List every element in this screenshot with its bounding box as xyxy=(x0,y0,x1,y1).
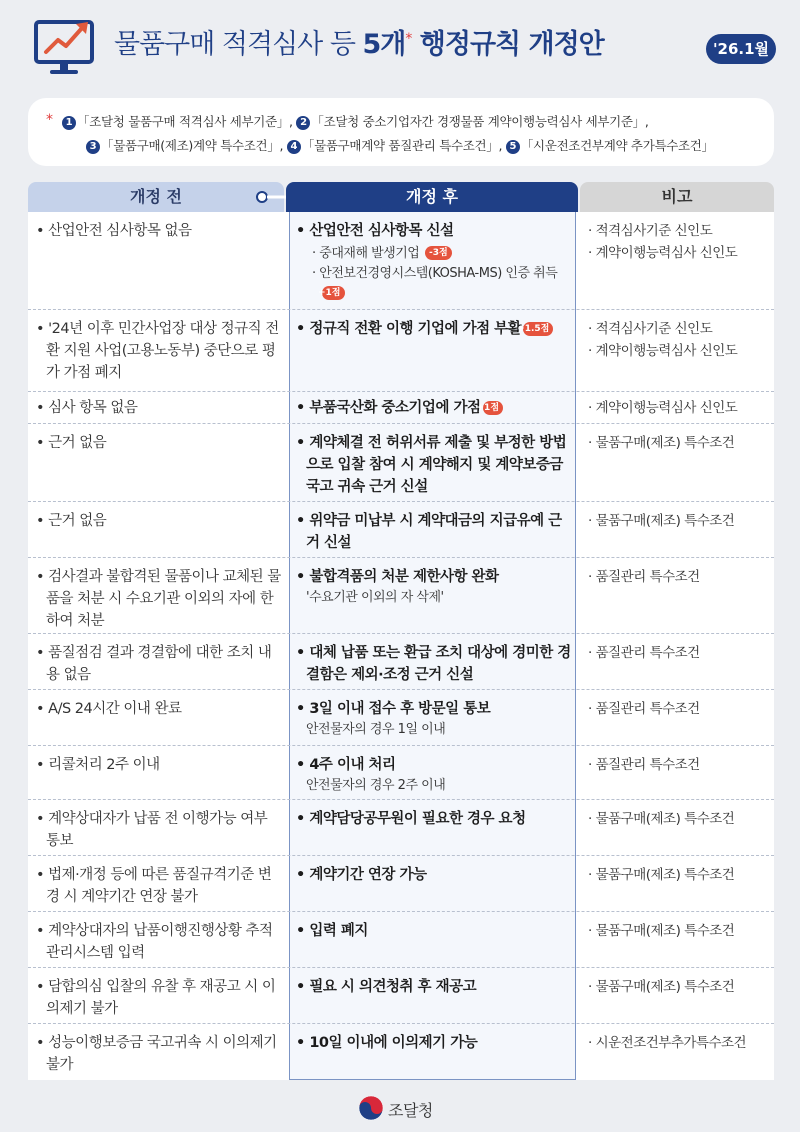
before-cell: • 법제·개정 등에 따른 품질규격기준 변경 시 계약기간 연장 불가 xyxy=(36,867,272,905)
table-row xyxy=(28,746,774,800)
after-cell: • 3일 이내 접수 후 방문일 통보 안전물자의 경우 1일 이내 xyxy=(296,701,491,737)
note-line-1: 1 「조달청 물품구매 적격심사 세부기준」, 2 「조달청 중소기업자간 경쟁물품 계약이행능력심사 세부기준」, xyxy=(62,112,649,130)
header-after: 개정 후 xyxy=(286,182,578,212)
before-cell: • '24년 이후 민간사업장 대상 정규직 전환 지원 사업(고용노동부) 중단으로 평가 가점 폐지 xyxy=(36,321,279,381)
after-cell: • 불합격품의 처분 제한사항 완화 '수요기관 이외의 자 삭제' xyxy=(296,569,499,605)
table-row xyxy=(28,634,774,690)
before-cell: • 리콜처리 2주 이내 xyxy=(36,757,160,773)
before-cell: • 성능이행보증금 국고귀속 시 이의제기 불가 xyxy=(36,1035,277,1073)
note-cell: · 적격심사기준 신인도 · 계약이행능력심사 신인도 xyxy=(588,321,738,359)
note-cell: · 품질관리 특수조건 xyxy=(588,569,700,585)
after-cell: • 위약금 미납부 시 계약대금의 지급유예 근거 신설 xyxy=(296,513,562,551)
before-cell: • 담합의심 입찰의 유찰 후 재공고 시 이의제기 불가 xyxy=(36,979,276,1017)
header xyxy=(0,0,800,90)
after-cell: • 필요 시 의견청취 후 재공고 xyxy=(296,979,477,995)
note-cell: · 시운전조건부추가특수조건 xyxy=(588,1035,747,1051)
score-badge: +1점 xyxy=(322,286,345,300)
note-cell: · 물품구매(제조) 특수조건 xyxy=(588,867,735,883)
after-cell: • 정규직 전환 이행 기업에 가점 부활+1.5점 xyxy=(296,318,574,340)
after-cell: • 부품국산화 중소기업에 가점+1점 xyxy=(296,397,574,419)
regulation-list xyxy=(28,98,774,166)
before-cell: • 근거 없음 xyxy=(36,435,107,451)
note-cell: · 품질관리 특수조건 xyxy=(588,645,700,661)
note-cell: · 적격심사기준 신인도 · 계약이행능력심사 신인도 xyxy=(588,223,738,261)
note-line-2: 3 「물품구매(제조)계약 특수조건」, 4 「물품구매계약 품질관리 특수조건」, 5 「시운전조건부계약 추가특수조건」 xyxy=(86,136,714,154)
monitor-chart-icon xyxy=(30,14,104,78)
after-cell: • 대체 납품 또는 환급 조치 대상에 경미한 경결함은 제외·조정 근거 신설 xyxy=(296,645,571,683)
score-badge: +1점 xyxy=(483,401,504,415)
note-cell: · 품질관리 특수조건 xyxy=(588,701,700,717)
agency-name: 조달청 xyxy=(388,1101,433,1120)
before-cell: • 계약상대자의 납품이행진행상황 추적관리시스템 입력 xyxy=(36,923,273,961)
table-row xyxy=(28,212,774,310)
before-cell: • 계약상대자가 납품 전 이행가능 여부 통보 xyxy=(36,811,268,849)
before-cell: • 검사결과 불합격된 물품이나 교체된 물품을 처분 시 수요기관 이외의 자에 한하여 처분 xyxy=(36,569,281,629)
after-cell: • 계약담당공무원이 필요한 경우 요청 xyxy=(296,811,526,827)
score-badge: -3점 xyxy=(425,246,452,260)
page-title: 물품구매 적격심사 등 5개* 행정규칙 개정안 xyxy=(114,29,604,60)
header-before: 개정 전 xyxy=(28,182,284,212)
after-cell: • 계약기간 연장 가능 xyxy=(296,867,427,883)
table-row xyxy=(28,1024,774,1080)
after-cell: • 4주 이내 처리 안전물자의 경우 2주 이내 xyxy=(296,757,446,793)
table-row xyxy=(28,690,774,746)
after-cell: • 입력 폐지 xyxy=(296,923,368,939)
taegeuk-logo-icon xyxy=(358,1095,384,1121)
before-cell: • A/S 24시간 이내 완료 xyxy=(36,701,182,717)
table-row xyxy=(28,800,774,856)
before-cell: • 심사 항목 없음 xyxy=(36,400,138,416)
before-cell: • 근거 없음 xyxy=(36,513,107,529)
table-row xyxy=(28,310,774,392)
footer xyxy=(352,1092,472,1122)
before-cell: • 산업안전 심사항목 없음 xyxy=(36,223,192,239)
table-row xyxy=(28,912,774,968)
table-row xyxy=(28,968,774,1024)
note-star: * xyxy=(46,112,53,128)
note-cell: · 계약이행능력심사 신인도 xyxy=(588,400,738,416)
date-badge: '26.1월 xyxy=(706,34,776,64)
after-cell: • 10일 이내에 이의제기 가능 xyxy=(296,1035,478,1051)
score-badge: +1.5점 xyxy=(523,322,553,336)
table-row xyxy=(28,392,774,424)
note-cell: · 물품구매(제조) 특수조건 xyxy=(588,435,735,451)
comparison-table xyxy=(28,182,774,1080)
table-row xyxy=(28,502,774,558)
note-cell: · 물품구매(제조) 특수조건 xyxy=(588,811,735,827)
table-row xyxy=(28,558,774,634)
note-cell: · 물품구매(제조) 특수조건 xyxy=(588,513,735,529)
before-cell: • 품질점검 결과 경결함에 대한 조치 내용 없음 xyxy=(36,645,272,683)
note-cell: · 품질관리 특수조건 xyxy=(588,757,700,773)
after-cell: • 산업안전 심사항목 신설 · 중대재해 발생기업 -3점 · 안전보건경영시스템(KOSHA-MS) 인증 취득 +1점 xyxy=(296,223,558,298)
note-cell: · 물품구매(제조) 특수조건 xyxy=(588,979,735,995)
table-row xyxy=(28,424,774,502)
after-cell: • 계약체결 전 허위서류 제출 및 부정한 방법으로 입찰 참여 시 계약해지 및 계약보증금 국고 귀속 근거 신설 xyxy=(296,435,567,495)
table-row xyxy=(28,856,774,912)
note-cell: · 물품구매(제조) 특수조건 xyxy=(588,923,735,939)
header-note: 비고 xyxy=(580,182,774,212)
